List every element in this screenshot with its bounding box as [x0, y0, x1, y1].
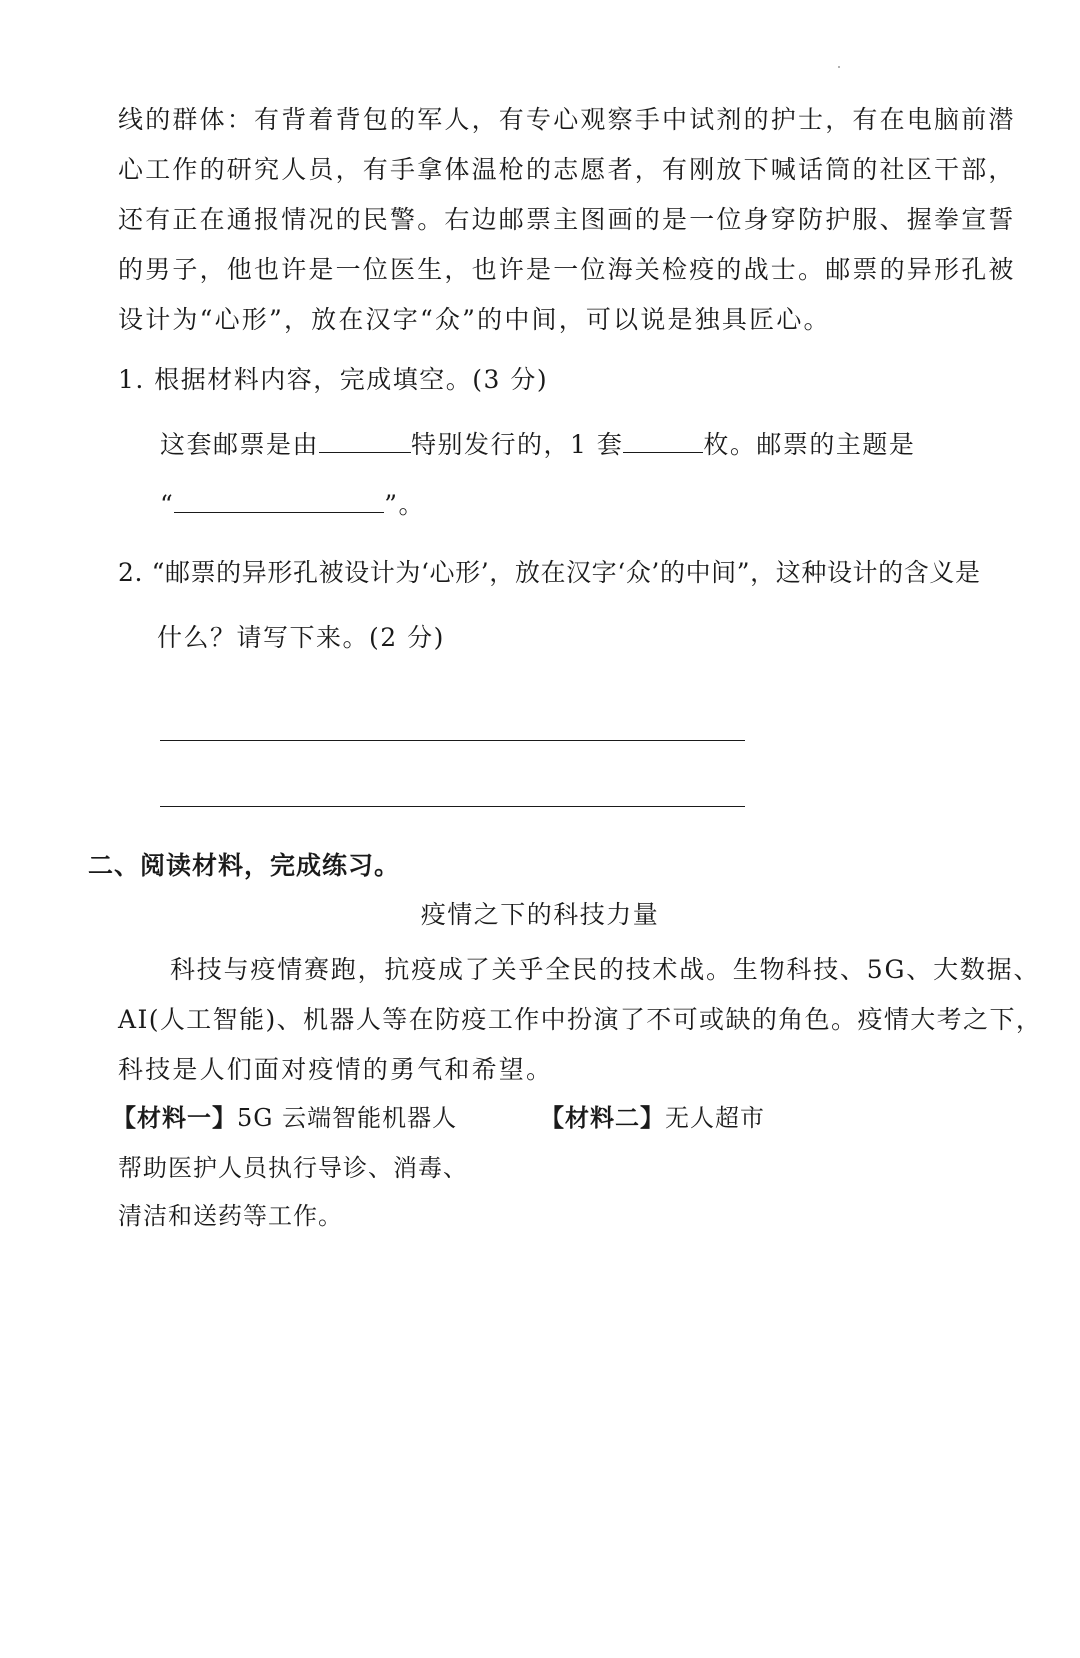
question-1-fill-line [160, 425, 915, 461]
fill-text: 枚。邮票的主题是 [703, 430, 916, 459]
question-2-line-1: 2. “邮票的异形孔被设计为‘心形’，放在汉字‘众’的中间”，这种设计的含义是 [118, 558, 981, 587]
intro-line: AI(人工智能)、机器人等在防疫工作中扮演了不可或缺的角色。疫情大考之下， [118, 1005, 1043, 1034]
fill-text: 特别发行的，1 套 [411, 430, 624, 459]
passage-line: 设计为“心形”，放在汉字“众”的中间，可以说是独具匠心。 [118, 305, 831, 334]
answer-blank-theme[interactable] [174, 486, 384, 513]
passage-line: 的男子，他也许是一位医生，也许是一位海关检疫的战士。邮票的异形孔被 [118, 255, 1016, 284]
material-1-desc: 清洁和送药等工作。 [118, 1202, 343, 1230]
article-title: 疫情之下的科技力量 [420, 900, 660, 929]
material-2-title: 无人超市 [665, 1104, 765, 1132]
answer-blank-count[interactable] [623, 426, 703, 453]
section-2-heading: 二、阅读材料，完成练习。 [88, 851, 401, 880]
passage-line: 心工作的研究人员，有手拿体温枪的志愿者，有刚放下喊话筒的社区干部， [118, 155, 1016, 184]
question-1-label: 1. 根据材料内容，完成填空。(3 分) [118, 365, 549, 394]
answer-line[interactable] [160, 806, 745, 807]
question-2-line-2: 什么？请写下来。(2 分) [157, 623, 445, 652]
question-1-theme-line [160, 485, 425, 521]
material-1-tag: 【材料一】 [112, 1104, 237, 1132]
passage-line: 线的群体：有背着背包的军人，有专心观察手中试剂的护士，有在电脑前潜 [118, 105, 1016, 134]
intro-line: 科技是人们面对疫情的勇气和希望。 [118, 1055, 554, 1084]
quote-close: ”。 [384, 490, 426, 519]
scan-speck [838, 66, 840, 68]
material-1-title: 5G 云端智能机器人 [237, 1104, 458, 1132]
material-1-desc: 帮助医护人员执行导诊、消毒、 [118, 1154, 468, 1182]
material-1-heading [112, 1098, 457, 1133]
quote-open: “ [160, 490, 175, 519]
answer-blank-issuer[interactable] [319, 426, 411, 453]
fill-text: 这套邮票是由 [160, 430, 320, 459]
intro-line: 科技与疫情赛跑，抗疫成了关乎全民的技术战。生物科技、5G、大数据、 [170, 955, 1041, 984]
material-2-heading [540, 1098, 765, 1133]
material-2-tag: 【材料二】 [540, 1104, 665, 1132]
answer-line[interactable] [160, 740, 745, 741]
passage-line: 还有正在通报情况的民警。右边邮票主图画的是一位身穿防护服、握拳宣誓 [118, 205, 1016, 234]
